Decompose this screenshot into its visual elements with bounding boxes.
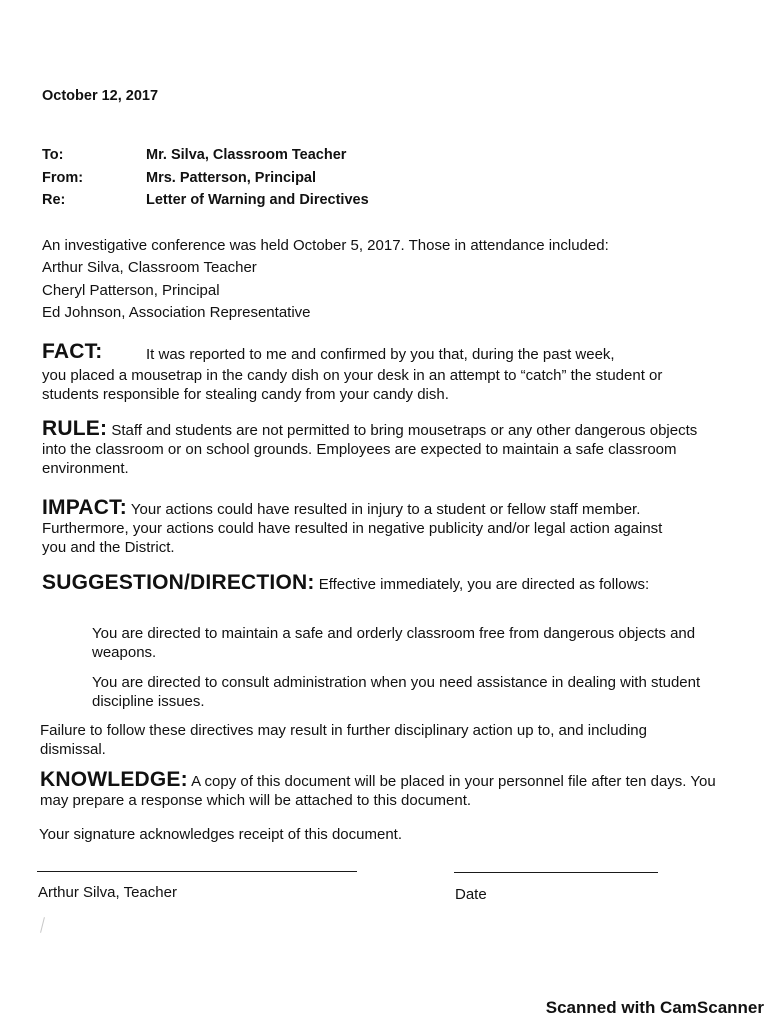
attendee-line: Ed Johnson, Association Representative bbox=[42, 304, 311, 321]
teacher-name-label: Arthur Silva, Teacher bbox=[38, 884, 177, 901]
suggestion-text: Effective immediately, you are directed as follows: bbox=[318, 576, 650, 593]
memo-re-label: Re: bbox=[42, 192, 66, 208]
failure-warning: Failure to follow these directives may result in further disciplinary action up to, and including dismissal. bbox=[40, 722, 647, 758]
scan-speck bbox=[40, 917, 45, 933]
memo-to-label: To: bbox=[42, 147, 64, 163]
fact-text-first-line: It was reported to me and confirmed by you that, during the past week, bbox=[146, 346, 615, 363]
memo-from-label: From: bbox=[42, 170, 84, 186]
knowledge-heading: KNOWLEDGE: bbox=[40, 768, 188, 791]
fact-text: you placed a mousetrap in the candy dish on your desk in an attempt to “catch” the student or students responsible for stealing candy from your candy dish. bbox=[42, 367, 663, 403]
attendee-line: Cheryl Patterson, Principal bbox=[42, 282, 220, 299]
acknowledgement-text: Your signature acknowledges receipt of this document. bbox=[39, 826, 402, 843]
attendance-intro: An investigative conference was held October 5, 2017. Those in attendance included: bbox=[42, 237, 609, 254]
memo-re-value: Letter of Warning and Directives bbox=[146, 192, 369, 208]
impact-text: Your actions could have resulted in injury to a student or fellow staff member. Furthermore, your actions could have resulted in negative publicity and/or legal action against you and the District. bbox=[42, 501, 663, 556]
date-label: Date bbox=[455, 886, 487, 903]
letter-date: October 12, 2017 bbox=[42, 88, 159, 104]
fact-heading: FACT: bbox=[42, 340, 103, 363]
date-signature-line bbox=[454, 872, 658, 873]
directive-item: You are directed to maintain a safe and orderly classroom free from dangerous objects and weapons. bbox=[92, 625, 696, 661]
memo-to-value: Mr. Silva, Classroom Teacher bbox=[146, 147, 347, 163]
attendee-line: Arthur Silva, Classroom Teacher bbox=[42, 259, 257, 276]
suggestion-paragraph bbox=[42, 573, 682, 594]
scanner-watermark: Scanned with CamScanner bbox=[545, 998, 764, 1017]
rule-text: Staff and students are not permitted to bring mousetraps or any other dangerous objects into the classroom or on school grounds. Employees are expected to maintain a safe classroom environment. bbox=[42, 422, 698, 477]
suggestion-heading: SUGGESTION/DIRECTION: bbox=[42, 571, 315, 594]
knowledge-text: A copy of this document will be placed in your personnel file after ten days. You may prepare a response which will be attached to this document. bbox=[40, 773, 716, 809]
knowledge-paragraph bbox=[40, 770, 720, 810]
impact-heading: IMPACT: bbox=[42, 496, 128, 519]
impact-paragraph bbox=[42, 498, 672, 557]
rule-paragraph bbox=[42, 419, 702, 478]
rule-heading: RULE: bbox=[42, 417, 108, 440]
directive-item: You are directed to consult administration when you need assistance in dealing with student discipline issues. bbox=[92, 674, 701, 710]
teacher-signature-line bbox=[37, 871, 357, 872]
memo-from-value: Mrs. Patterson, Principal bbox=[146, 170, 317, 186]
